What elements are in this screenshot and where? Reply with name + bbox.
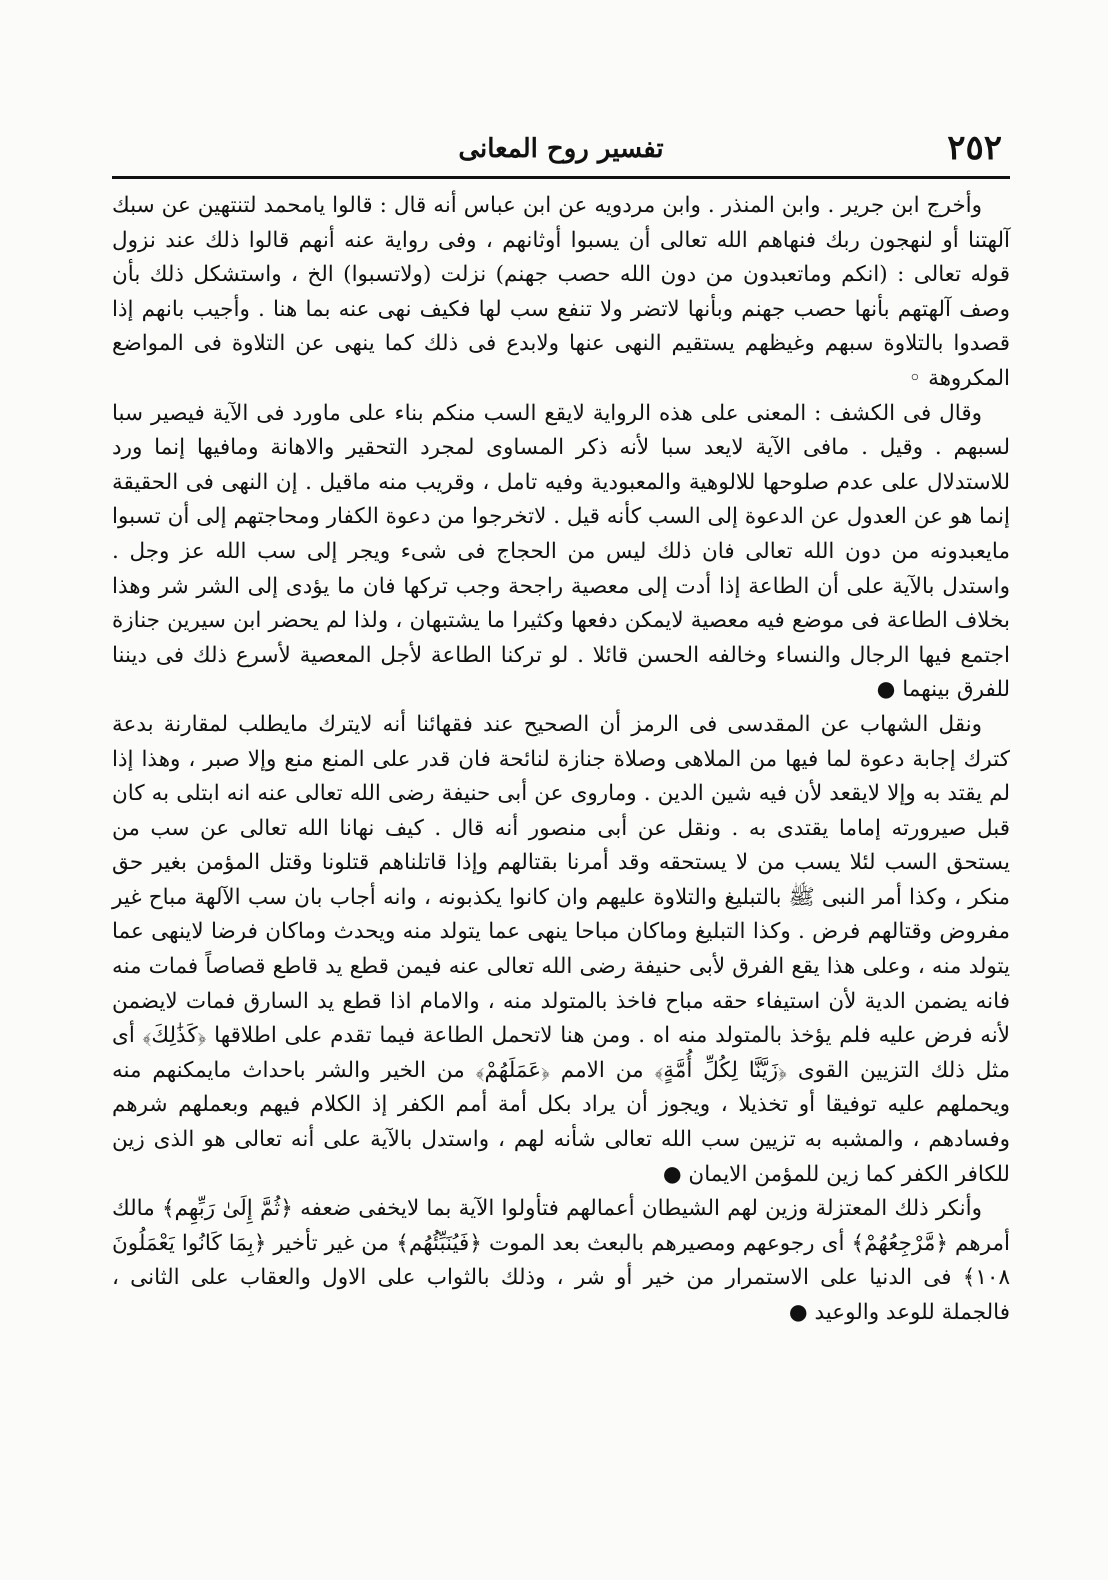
paragraph: وأنكر ذلك المعتزلة وزين لهم الشيطان أعمالهم فتأولوا الآية بما لايخفى ضعفه ﴿ثُمَّ إِلَىٰ رَبِّهِم﴾ مالك أمرهم ﴿مَّرْجِعُهُمْ﴾ أى رجوعهم ومصيرهم بالبعث بعد الموت ﴿فَيُنَبِّئُهُم﴾ من غير تأخير ﴿بِمَا كَانُوا يَعْمَلُونَ ١٠٨﴾ فى الدنيا على الاستمرار من خير أو شر ، وذلك بالثواب على الاول والعقاب على الثانى ، فالجملة للوعد والوعيد ● bbox=[112, 1196, 1010, 1325]
paragraph: وقال فى الكشف : المعنى على هذه الرواية لايقع السب منكم بناء على ماورد فى الآية فيصير سبا لسبهم . وقيل . مافى الآية لايعد سبا لأنه ذكر المساوى لمجرد التحقير والاهانة ومافيها إنما ورد للاستدلال على عدم صلوحها للالوهية والمعبودية وفيه تامل ، وقريب منه ماقيل . إن النهى فى الحقيقة إنما هو عن العدول عن الدعوة إلى السب كأنه قيل . لاتخرجوا من دعوة الكفار ومحاجتهم إلى أن تسبوا مايعبدونه من دون الله تعالى فان ذلك ليس من الحجاج فى شىء ويجر إلى سب الله عز وجل . واستدل بالآية على أن الطاعة إذا أدت إلى معصية راجحة وجب تركها فان ما يؤدى إلى الشر شر وهذا بخلاف الطاعة فى موضع فيه معصية لايمكن دفعها وكثيرا ما يشتبهان ، ولذا لم يحضر ابن سيرين جنازة اجتمع فيها الرجال والنساء وخالفه الحسن قائلا . لو تركنا الطاعة لأجل المعصية لأسرع ذلك فى ديننا للفرق بينهما ● bbox=[112, 400, 1010, 703]
book-page bbox=[112, 128, 1010, 1548]
page-header bbox=[112, 128, 1010, 174]
page-number: ٢٥٢ bbox=[947, 128, 1002, 168]
header-rule bbox=[112, 176, 1010, 179]
paragraph: ونقل الشهاب عن المقدسى فى الرمز أن الصحيح عند فقهائنا أنه لايترك مايطلب لمقارنة بدعة كترك إجابة دعوة لما فيها من الملاهى وصلاة جنازة لنائحة فان قدر على المنع منع وإلا صبر ، وهذا إذا لم يقتد به وإلا لايقعد لأن فيه شين الدين . وماروى عن أبى حنيفة رضى الله تعالى عنه انه ابتلى به كان قبل صيرورته إماما يقتدى به . ونقل عن أبى منصور أنه قال . كيف نهانا الله تعالى عن سب من يستحق السب لئلا يسب من لا يستحقه وقد أمرنا بقتالهم وإذا قاتلناهم قتلونا وقتل المؤمن بغير حق منكر ، وكذا أمر النبى ﷺ بالتبليغ والتلاوة عليهم وان كانوا يكذبونه ، وانه أجاب بان سب الآلهة مباح غير مفروض وقتالهم فرض . وكذا التبليغ وماكان مباحا ينهى عما يتولد منه ويحدث وماكان فرضا لاينهى عما يتولد منه ، وعلى هذا يقع الفرق لأبى حنيفة رضى الله تعالى عنه فيمن قطع يد قاطع قصاصاً فمات منه فانه يضمن الدية لأن استيفاء حقه مباح فاخذ بالمتولد منه ، والامام اذا قطع يد السارق فمات لايضمن لأنه فرض عليه فلم يؤخذ بالمتولد منه اه . ومن هنا لاتحمل الطاعة فيما تقدم على اطلاقها ﴿كَذَٰلِكَ﴾ أى مثل ذلك التزيين القوى ﴿زَيَّنَّا لِكُلِّ أُمَّةٍ﴾ من الامم ﴿عَمَلَهُمْ﴾ من الخير والشر باحداث مايمكنهم منه ويحملهم عليه توفيقا أو تخذيلا ، ويجوز أن يراد بكل أمة أمم الكفر إذ الكلام فيهم وبعملهم شرهم وفسادهم ، والمشبه به تزيين سب الله تعالى شأنه لهم ، واستدل بالآية على أنه تعالى هو الذى زين للكافر الكفر كما زين للمؤمن الايمان ● bbox=[112, 711, 1010, 1187]
paragraph: وأخرج ابن جرير . وابن المنذر . وابن مردويه عن ابن عباس أنه قال : قالوا يامحمد لتنتهين عن سبك آلهتنا أو لنهجون ربك فنهاهم الله تعالى أن يسبوا أوثانهم ، وفى رواية عنه أنهم قالوا ذلك عند نزول قوله تعالى : (انكم وماتعبدون من دون الله حصب جهنم) نزلت (ولاتسبوا) الخ ، واستشكل ذلك بأن وصف آلهتهم بأنها حصب جهنم وبأنها لاتضر ولا تنفع سب لها فكيف نهى عنه بما هنا . وأجيب بانهم إذا قصدوا بالتلاوة سبهم وغيظهم يستقيم النهى عنها ولابدع فى ذلك كما ينهى عن التلاوة فى المواضع المكروهة ◦ bbox=[112, 193, 1010, 391]
running-title: تفسير روح المعانى bbox=[458, 134, 664, 164]
page-body bbox=[112, 189, 1010, 1331]
